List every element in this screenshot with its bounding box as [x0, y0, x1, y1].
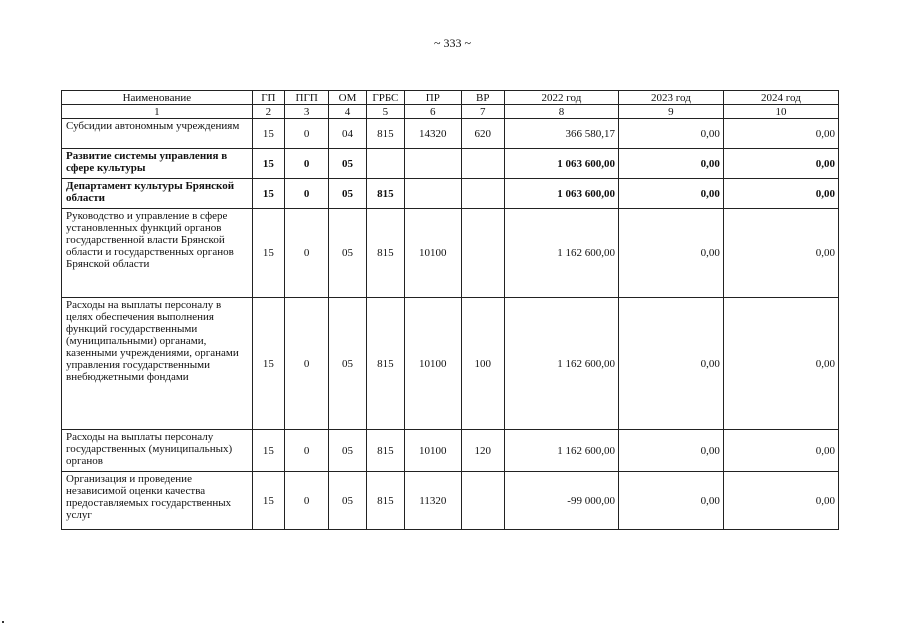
row-pgp-cell: 0	[284, 209, 328, 298]
table-row	[62, 149, 839, 179]
row-pr-cell: 10100	[405, 430, 462, 472]
row-gp-cell: 15	[252, 209, 284, 298]
row-pgp-cell: 0	[284, 298, 328, 430]
header-cell: ВР	[461, 91, 504, 105]
column-number-cell: 6	[405, 105, 462, 119]
row-y2024-amount-cell: 0,00	[723, 179, 838, 209]
page-number: ~ 333 ~	[434, 36, 471, 50]
column-number-cell: 10	[723, 105, 838, 119]
row-pgp-cell: 0	[284, 472, 328, 530]
header-cell: 2022 год	[504, 91, 618, 105]
row-om-cell: 05	[329, 430, 366, 472]
table-row	[62, 472, 839, 530]
row-vr-cell	[461, 179, 504, 209]
row-y2023-amount-cell: 0,00	[618, 298, 723, 430]
row-y2023-amount-cell: 0,00	[618, 430, 723, 472]
row-y2024-amount-cell: 0,00	[723, 119, 838, 149]
header-cell: 2024 год	[723, 91, 838, 105]
row-y2022-amount-cell: 1 063 600,00	[504, 149, 618, 179]
table-row	[62, 298, 839, 430]
row-vr-cell	[461, 472, 504, 530]
row-name-cell: Расходы на выплаты персоналу государственных (муниципальных) органов	[62, 430, 253, 472]
row-y2023-amount-cell: 0,00	[618, 209, 723, 298]
row-vr-cell: 100	[461, 298, 504, 430]
row-gp-cell: 15	[252, 179, 284, 209]
row-gp-cell: 15	[252, 149, 284, 179]
row-pr-cell: 10100	[405, 298, 462, 430]
header-cell: ПР	[405, 91, 462, 105]
row-name-cell: Организация и проведение независимой оценки качества предоставляемых государственных услуг	[62, 472, 253, 530]
row-grbs-cell: 815	[366, 430, 404, 472]
row-pgp-cell: 0	[284, 179, 328, 209]
header-cell: ГРБС	[366, 91, 404, 105]
header-cell: 2023 год	[618, 91, 723, 105]
row-gp-cell: 15	[252, 298, 284, 430]
row-y2022-amount-cell: 1 162 600,00	[504, 430, 618, 472]
row-name-cell: Субсидии автономным учреждениям	[62, 119, 253, 149]
header-cell: ПГП	[284, 91, 328, 105]
row-y2024-amount-cell: 0,00	[723, 298, 838, 430]
row-grbs-cell: 815	[366, 472, 404, 530]
row-pr-cell: 14320	[405, 119, 462, 149]
row-name-cell: Расходы на выплаты персоналу в целях обеспечения выполнения функций государственными (муниципальными) органами, казенными учреждениями, органами управления государственными внебюджетными фондами	[62, 298, 253, 430]
row-y2022-amount-cell: 1 162 600,00	[504, 298, 618, 430]
row-y2024-amount-cell: 0,00	[723, 209, 838, 298]
table-row	[62, 119, 839, 149]
row-pgp-cell: 0	[284, 149, 328, 179]
row-gp-cell: 15	[252, 430, 284, 472]
column-number-cell: 8	[504, 105, 618, 119]
row-y2023-amount-cell: 0,00	[618, 119, 723, 149]
row-y2022-amount-cell: 366 580,17	[504, 119, 618, 149]
row-pgp-cell: 0	[284, 430, 328, 472]
row-gp-cell: 15	[252, 119, 284, 149]
row-vr-cell	[461, 149, 504, 179]
row-gp-cell: 15	[252, 472, 284, 530]
row-pr-cell	[405, 179, 462, 209]
row-pr-cell: 11320	[405, 472, 462, 530]
row-grbs-cell: 815	[366, 298, 404, 430]
row-grbs-cell: 815	[366, 179, 404, 209]
column-number-cell: 1	[62, 105, 253, 119]
row-pgp-cell: 0	[284, 119, 328, 149]
header-cell: ГП	[252, 91, 284, 105]
table-row	[62, 209, 839, 298]
row-om-cell: 05	[329, 472, 366, 530]
row-om-cell: 05	[329, 298, 366, 430]
scan-speck	[2, 621, 4, 623]
column-number-cell: 5	[366, 105, 404, 119]
row-y2023-amount-cell: 0,00	[618, 472, 723, 530]
row-name-cell: Руководство и управление в сфере установленных функций органов государственной власти Брянской области и государственных органов Брянской области	[62, 209, 253, 298]
row-om-cell: 05	[329, 209, 366, 298]
row-vr-cell	[461, 209, 504, 298]
row-pr-cell: 10100	[405, 209, 462, 298]
row-y2024-amount-cell: 0,00	[723, 430, 838, 472]
column-number-row	[62, 105, 839, 119]
row-om-cell: 05	[329, 149, 366, 179]
budget-table	[61, 90, 839, 530]
row-pr-cell	[405, 149, 462, 179]
row-name-cell: Развитие системы управления в сфере культуры	[62, 149, 253, 179]
row-grbs-cell	[366, 149, 404, 179]
row-y2024-amount-cell: 0,00	[723, 149, 838, 179]
row-y2022-amount-cell: 1 063 600,00	[504, 179, 618, 209]
header-cell: Наименование	[62, 91, 253, 105]
column-number-cell: 7	[461, 105, 504, 119]
row-y2023-amount-cell: 0,00	[618, 179, 723, 209]
column-number-cell: 3	[284, 105, 328, 119]
row-om-cell: 04	[329, 119, 366, 149]
row-vr-cell: 120	[461, 430, 504, 472]
row-y2024-amount-cell: 0,00	[723, 472, 838, 530]
table-row	[62, 430, 839, 472]
column-number-cell: 4	[329, 105, 366, 119]
table-row	[62, 179, 839, 209]
row-y2022-amount-cell: 1 162 600,00	[504, 209, 618, 298]
row-grbs-cell: 815	[366, 209, 404, 298]
column-number-cell: 9	[618, 105, 723, 119]
row-vr-cell: 620	[461, 119, 504, 149]
row-om-cell: 05	[329, 179, 366, 209]
column-number-cell: 2	[252, 105, 284, 119]
row-y2022-amount-cell: -99 000,00	[504, 472, 618, 530]
row-y2023-amount-cell: 0,00	[618, 149, 723, 179]
header-cell: ОМ	[329, 91, 366, 105]
row-grbs-cell: 815	[366, 119, 404, 149]
header-row	[62, 91, 839, 105]
row-name-cell: Департамент культуры Брянской области	[62, 179, 253, 209]
